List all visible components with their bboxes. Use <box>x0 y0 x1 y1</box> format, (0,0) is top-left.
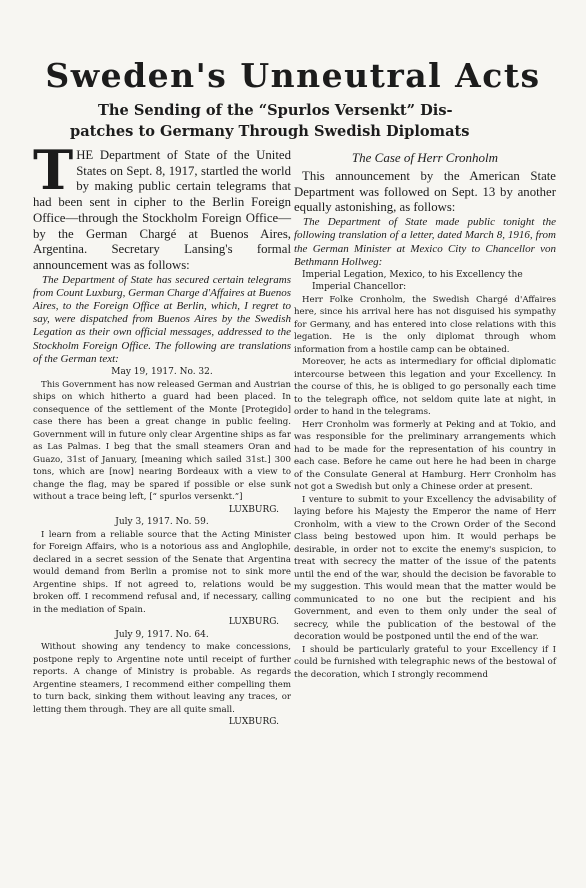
telegram-signature-2: LUXBURG. <box>228 617 279 628</box>
subtitle-line-2: patches to Germany Through Swedish Diplomats <box>70 123 470 140</box>
telegram-body-3: Without showing any tendency to make concessions, postpone reply to Argentine note until receipt of further reports. A change of Ministry is probable. As regards Argentine steamers, I recommend either compelling them to turn back, sinking them without leaving any traces, or letting them through. They are all quite small. <box>33 642 291 715</box>
telegram-signature-3: LUXBURG. <box>228 717 279 728</box>
section-intro: This announcement by the American State Department was followed on Sept. 13 by another equally astonishing, as follows: <box>294 169 556 215</box>
telegram-signature-1: LUXBURG. <box>228 504 279 515</box>
letter-paragraph-2: Moreover, he acts as intermediary for official diplomatic intercourse between this legation and your Excellency. In the course of this, he is obliged to go personally each time to the telegraph office, not seldom quite late at night, in order to hand in the telegrams. <box>294 357 556 418</box>
letter-paragraph-4: I venture to submit to your Excellency the advisability of laying before his Majesty the Emperor the name of Herr Cronholm, with a view to the Crown Order of the Second Class being bestowed upon him. It would perhaps be desirable, in order not to excite the enemy's suspicion, to treat with secrecy the matter of the issue of the patents until the end of the war, should the decision be favorable to my suggestion. This would mean that the matter would be communicated to no one but the recipient and his Government, and even to them only under the seal of secrecy, while the publication of the bestowal of the decoration would be postponed until the end of the war. <box>294 494 556 643</box>
right-column <box>294 148 556 681</box>
letter-paragraph-5: I should be particularly grateful to your Excellency if I could be furnished with telegraphic news of the bestowal of the decoration, which I strongly recommend <box>294 644 556 680</box>
telegram-body-2: I learn from a reliable source that the Acting Minister for Foreign Affairs, who is a notorious ass and Anglophile, declared in a secret session of the Senate that Argentina would demand from Berlin a promise not to sink more Argentine ships. If not agreed to, relations would be broken off. I recommend refusal and, if necessary, calling in the mediation of Spain. <box>33 529 291 615</box>
telegram-date-3: July 9, 1917. No. 64. <box>115 629 209 640</box>
telegram-body-1: This Government has now released German and Austrian ships on which hitherto a guard had been placed. In consequence of the settlement of the Monte [Protegido] case there has been a great change in public feeling. Government will in future only clear Argentine ships as far as Las Palmas. I beg that the small steamers Oran and Guazo, 31st of January, [meaning which sailed 31st.] 300 tons, which are [now] nearing Bordeaux with a view to change the flag, may be spared if possible or else sunk without a trace being left, [“ spurlos versenkt.”] <box>33 379 291 503</box>
drop-cap: T <box>33 138 74 202</box>
telegram-date-1: May 19, 1917. No. 32. <box>111 367 213 378</box>
cronholm-statement: The Department of State made public tonight the following translation of a letter, dated March 8, 1916, from the German Minister at Mexico City to Chancellor von Bethmann Hollweg: <box>294 216 556 268</box>
letter-paragraph-1: Herr Folke Cronholm, the Swedish Chargé d'Affaires here, since his arrival here has not disguised his sympathy for Germany, and has entered into close relations with this legation. He is the only diplomat through whom information from a hostile camp can be obtained. <box>294 294 556 355</box>
intro-text: HE Department of State of the United States on Sept. 8, 1917, startled the world by making public certain telegrams that had been sent in cipher to the Berlin Foreign Office—through the Stockholm Foreign Office—by the German Chargé at Buenos Aires, Argentina. Secretary Lansing's formal announcement was as follows: <box>33 148 291 272</box>
letter-address: Imperial Legation, Mexico, to his Excellency the Imperial Chancellor: <box>302 269 523 293</box>
subtitle-line-1: The Sending of the “Spurlos Versenkt” Dis- <box>98 102 453 119</box>
left-column <box>33 138 291 729</box>
telegram-date-2: July 3, 1917. No. 59. <box>115 517 209 528</box>
state-department-statement: The Department of State has secured certain telegrams from Count Luxburg, German Charge d'Affaires at Buenos Aires, to the Foreign Office at Berlin, which, I regret to say, were dispatched from Buenos Aires by the Swedish Legation as their own official messages, addressed to the Stockholm Foreign Office. The following are translations of the German text: <box>33 273 291 365</box>
section-heading: The Case of Herr Cronholm <box>351 150 499 165</box>
letter-paragraph-3: Herr Cronholm was formerly at Peking and at Tokio, and was responsible for the preliminary arrangements which had to be made for the representation of his country in each case. Before he came out here he had been in charge of the Consulate General at Hamburg. Herr Cronholm has not got a Swedish but only a Chinese order at present. <box>294 419 556 493</box>
article-title: Sweden's Unneutral Acts <box>45 56 541 95</box>
intro-paragraph <box>33 138 291 274</box>
article-subtitle <box>70 100 540 142</box>
